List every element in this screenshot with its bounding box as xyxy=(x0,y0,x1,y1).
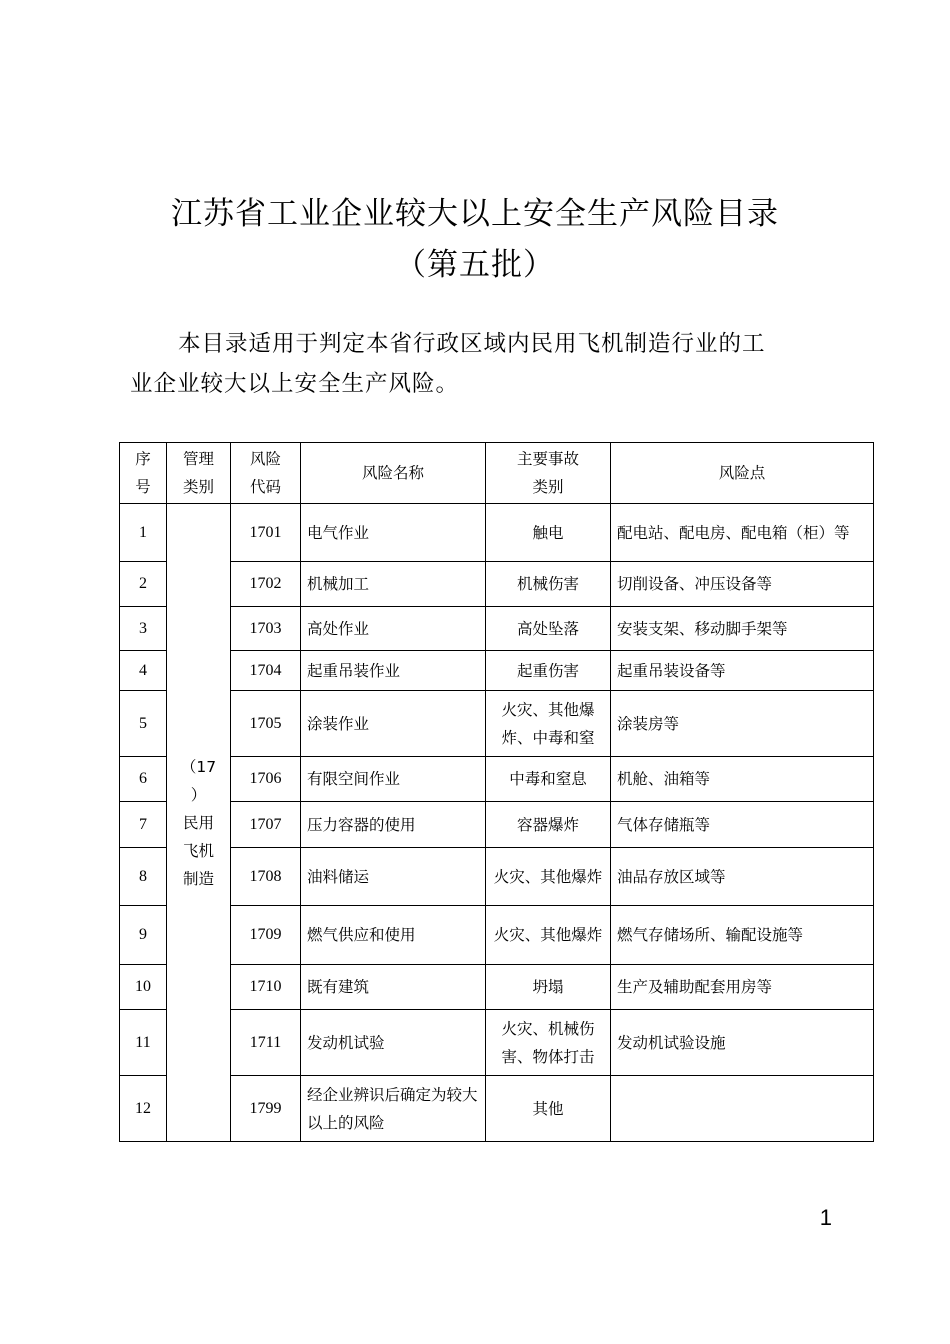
row-risk-name: 高处作业 xyxy=(301,607,486,651)
row-accident-type: 机械伤害 xyxy=(486,562,611,607)
header-accident-type: 主要事故 类别 xyxy=(486,443,611,504)
row-seq: 9 xyxy=(120,906,167,965)
row-code: 1708 xyxy=(231,848,301,906)
table-row xyxy=(120,906,874,965)
row-risk-name: 油料储运 xyxy=(301,848,486,906)
table-row xyxy=(120,504,874,562)
row-risk-point: 燃气存储场所、输配设施等 xyxy=(611,906,874,965)
row-risk-name: 涂装作业 xyxy=(301,691,486,757)
row-code: 1704 xyxy=(231,651,301,691)
row-seq: 8 xyxy=(120,848,167,906)
row-seq: 5 xyxy=(120,691,167,757)
row-risk-name: 压力容器的使用 xyxy=(301,802,486,848)
table-row xyxy=(120,965,874,1010)
row-accident-type: 火灾、其他爆炸 xyxy=(486,848,611,906)
row-risk-point: 安装支架、移动脚手架等 xyxy=(611,607,874,651)
row-code: 1701 xyxy=(231,504,301,562)
row-code: 1710 xyxy=(231,965,301,1010)
row-seq: 11 xyxy=(120,1010,167,1076)
intro-paragraph xyxy=(130,324,830,404)
row-seq: 6 xyxy=(120,757,167,802)
row-risk-point xyxy=(611,1076,874,1142)
row-seq: 4 xyxy=(120,651,167,691)
row-code: 1702 xyxy=(231,562,301,607)
row-risk-name: 既有建筑 xyxy=(301,965,486,1010)
intro-line-1: 本目录适用于判定本省行政区域内民用飞机制造行业的工 xyxy=(178,331,766,357)
header-category: 管理 类别 xyxy=(167,443,231,504)
row-code: 1705 xyxy=(231,691,301,757)
row-seq: 12 xyxy=(120,1076,167,1142)
row-seq: 2 xyxy=(120,562,167,607)
page-number: 1 xyxy=(819,1205,832,1230)
row-risk-name: 有限空间作业 xyxy=(301,757,486,802)
table-row xyxy=(120,802,874,848)
row-seq: 10 xyxy=(120,965,167,1010)
row-accident-type: 高处坠落 xyxy=(486,607,611,651)
table-row xyxy=(120,607,874,651)
row-code: 1703 xyxy=(231,607,301,651)
row-accident-type: 容器爆炸 xyxy=(486,802,611,848)
risk-table xyxy=(119,442,874,1142)
row-code: 1711 xyxy=(231,1010,301,1076)
row-seq: 1 xyxy=(120,504,167,562)
row-code: 1709 xyxy=(231,906,301,965)
header-seq: 序 号 xyxy=(120,443,167,504)
header-code: 风险 代码 xyxy=(231,443,301,504)
document-title: 江苏省工业企业较大以上安全生产风险目录 xyxy=(171,196,779,232)
row-accident-type: 坍塌 xyxy=(486,965,611,1010)
row-seq: 3 xyxy=(120,607,167,651)
row-accident-type: 中毒和窒息 xyxy=(486,757,611,802)
header-risk-point: 风险点 xyxy=(611,443,874,504)
row-risk-point: 生产及辅助配套用房等 xyxy=(611,965,874,1010)
row-risk-point: 配电站、配电房、配电箱（柜）等 xyxy=(611,504,874,562)
row-seq: 7 xyxy=(120,802,167,848)
intro-line-2: 业企业较大以上安全生产风险。 xyxy=(130,371,460,397)
row-risk-point: 发动机试验设施 xyxy=(611,1010,874,1076)
row-risk-name: 燃气供应和使用 xyxy=(301,906,486,965)
header-risk-name: 风险名称 xyxy=(301,443,486,504)
row-code: 1707 xyxy=(231,802,301,848)
row-risk-point: 涂装房等 xyxy=(611,691,874,757)
row-accident-type: 起重伤害 xyxy=(486,651,611,691)
row-risk-name: 起重吊装作业 xyxy=(301,651,486,691)
row-accident-type: 火灾、其他爆炸、中毒和窒 xyxy=(486,691,611,757)
row-risk-point: 切削设备、冲压设备等 xyxy=(611,562,874,607)
row-risk-point: 起重吊装设备等 xyxy=(611,651,874,691)
row-code: 1799 xyxy=(231,1076,301,1142)
row-risk-point: 机舱、油箱等 xyxy=(611,757,874,802)
row-accident-type: 触电 xyxy=(486,504,611,562)
document-subtitle: （第五批） xyxy=(395,247,555,283)
table-row xyxy=(120,848,874,906)
row-risk-name: 机械加工 xyxy=(301,562,486,607)
table-row xyxy=(120,651,874,691)
table-row xyxy=(120,691,874,757)
table-row xyxy=(120,1010,874,1076)
table-header-row xyxy=(120,443,874,504)
row-code: 1706 xyxy=(231,757,301,802)
row-risk-name: 电气作业 xyxy=(301,504,486,562)
row-accident-type: 火灾、机械伤害、物体打击 xyxy=(486,1010,611,1076)
table-row xyxy=(120,757,874,802)
row-risk-name: 发动机试验 xyxy=(301,1010,486,1076)
table-row xyxy=(120,562,874,607)
row-risk-point: 气体存储瓶等 xyxy=(611,802,874,848)
row-risk-point: 油品存放区域等 xyxy=(611,848,874,906)
row-risk-name: 经企业辨识后确定为较大以上的风险 xyxy=(301,1076,486,1142)
management-category: （17 ） 民用 飞机 制造 xyxy=(167,504,231,1142)
row-accident-type: 其他 xyxy=(486,1076,611,1142)
row-accident-type: 火灾、其他爆炸 xyxy=(486,906,611,965)
table-row xyxy=(120,1076,874,1142)
